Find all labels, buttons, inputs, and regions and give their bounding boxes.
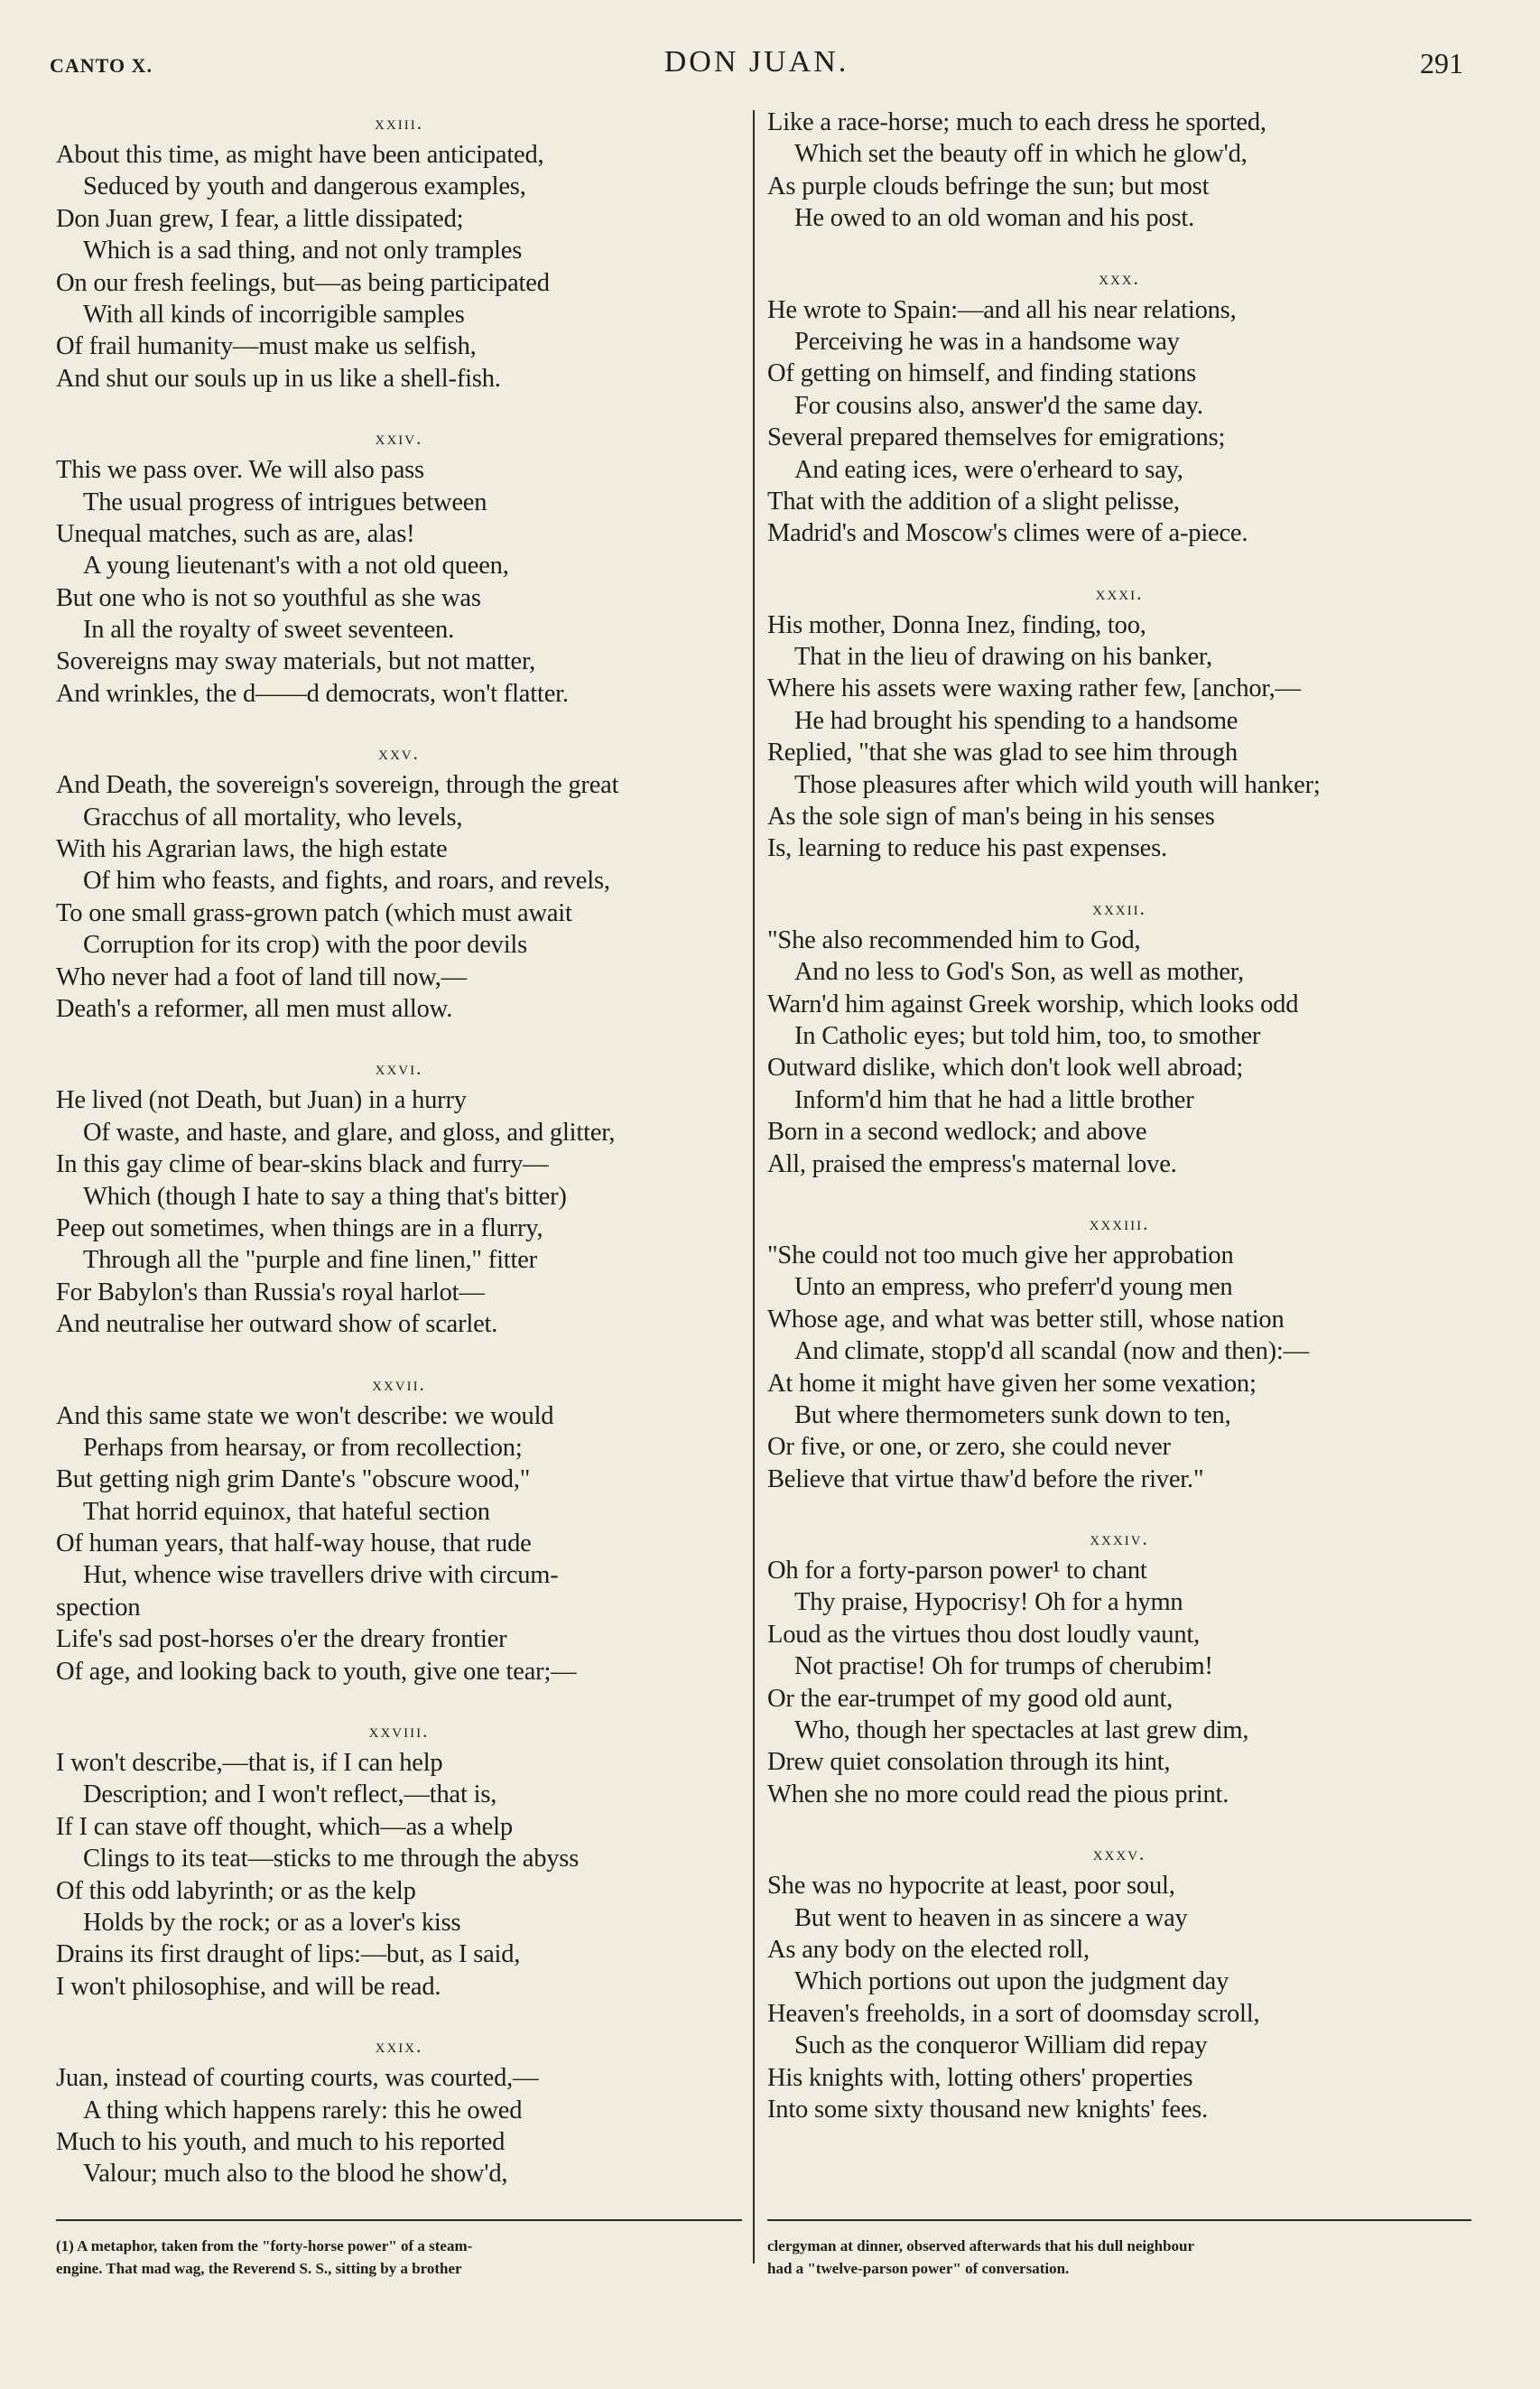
verse-line: In this gay clime of bear-skins black and furry— <box>56 1150 549 1179</box>
right-column <box>767 107 1471 2152</box>
stanza <box>767 1207 1471 1495</box>
verse-line: "She could not too much give her approbation <box>767 1241 1234 1269</box>
stanza-number: xxvii. <box>372 1372 426 1395</box>
verse-line: Peep out sometimes, when things are in a flurry, <box>56 1213 543 1242</box>
verse-line: Several prepared themselves for emigrations; <box>767 423 1226 452</box>
verse-line: For cousins also, answer'd the same day. <box>794 391 1203 420</box>
verse-line: Drains its first draught of lips:—but, as I said, <box>56 1940 521 1969</box>
verse-line: But where thermometers sunk down to ten, <box>794 1400 1231 1429</box>
verse-line: Perhaps from hearsay, or from recollection; <box>83 1433 523 1462</box>
verse-line: Is, learning to reduce his past expenses. <box>767 834 1167 863</box>
verse-line: Of human years, that half-way house, that rude <box>56 1529 532 1558</box>
verse-line: Born in a second wedlock; and above <box>767 1118 1147 1147</box>
verse-line: As the sole sign of man's being in his senses <box>767 803 1215 832</box>
verse-line: A young lieutenant's with a not old queen, <box>83 552 509 581</box>
verse-line: Such as the conqueror William did repay <box>794 2031 1208 2060</box>
stanza-number: xxv. <box>378 742 420 765</box>
verse-line: Clings to its teat—sticks to me through the abyss <box>83 1845 580 1873</box>
verse-line: That in the lieu of drawing on his banker, <box>794 643 1212 672</box>
verse-line: And shut our souls up in us like a shell-fish. <box>56 364 501 393</box>
verse-line: Madrid's and Moscow's climes were of a-piece. <box>767 519 1248 548</box>
verse-line: Valour; much also to the blood he show'd, <box>83 2160 508 2189</box>
verse-line: Outward dislike, which don't look well abroad; <box>767 1054 1244 1083</box>
canto-label: CANTO X. <box>50 54 153 77</box>
verse-line: Through all the "purple and fine linen," fitter <box>83 1246 537 1275</box>
verse-line: Loud as the virtues thou dost loudly vaunt, <box>767 1620 1201 1649</box>
page-title: DON JUAN. <box>663 45 849 79</box>
verse-line: She was no hypocrite at least, poor soul, <box>767 1872 1175 1901</box>
stanza-number: xxiv. <box>375 427 423 450</box>
verse-line: The usual progress of intrigues between <box>83 488 487 516</box>
verse-line: Juan, instead of courting courts, was courted,— <box>56 2064 539 2093</box>
verse-line: Who, though her spectacles at last grew dim, <box>794 1716 1249 1745</box>
footnote-line: had a "twelve-parson power" of conversation. <box>767 2260 1070 2277</box>
verse-line: Which portions out upon the judgment day <box>794 1967 1229 1996</box>
left-column <box>56 107 742 2217</box>
verse-line: Of this odd labyrinth; or as the kelp <box>56 1876 416 1905</box>
verse-line: Where his assets were waxing rather few, [anchor,— <box>767 674 1301 703</box>
verse-line: Seduced by youth and dangerous examples, <box>83 172 526 201</box>
verse-line: Of waste, and haste, and glare, and gloss, and glitter, <box>83 1118 616 1147</box>
verse-line: And neutralise her outward show of scarlet. <box>56 1310 498 1339</box>
verse-line: And no less to God's Son, as well as mother, <box>794 958 1244 987</box>
verse-line: Oh for a forty-parson power¹ to chant <box>767 1557 1147 1585</box>
verse-line: Heaven's freeholds, in a sort of doomsday scroll, <box>767 1999 1260 2028</box>
verse-line: Or the ear-trumpet of my good old aunt, <box>767 1684 1174 1713</box>
page-number: 291 <box>1420 47 1463 79</box>
verse-line: As any body on the elected roll, <box>767 1935 1090 1964</box>
verse-line: That with the addition of a slight pelisse, <box>767 487 1180 516</box>
verse-line: Hut, whence wise travellers drive with circum- <box>83 1561 559 1590</box>
footnote-left <box>56 2235 742 2280</box>
verse-line: Holds by the rock; or as a lover's kiss <box>83 1908 461 1937</box>
verse-line: Of getting on himself, and finding stations <box>767 359 1197 388</box>
verse-line: When she no more could read the pious print. <box>767 1780 1229 1808</box>
stanza-number: xxxi. <box>1095 581 1144 604</box>
stanza <box>767 107 1471 235</box>
verse-line: Which (though I hate to say a thing that's bitter) <box>83 1182 567 1211</box>
verse-line: As purple clouds befringe the sun; but most <box>767 172 1210 200</box>
verse-line: Replied, "that she was glad to see him through <box>767 739 1238 767</box>
verse-line: But getting nigh grim Dante's "obscure wood," <box>56 1465 531 1494</box>
stanza-number: xxix. <box>375 2035 423 2058</box>
column-divider <box>753 110 755 2264</box>
verse-line: Of him who feasts, and fights, and roars, and revels, <box>83 867 610 896</box>
verse-line: For Babylon's than Russia's royal harlot— <box>56 1278 485 1306</box>
verse-line: And Death, the sovereign's sovereign, through the great <box>56 771 619 800</box>
verse-line: In Catholic eyes; but told him, too, to smother <box>794 1021 1261 1050</box>
verse-line: He wrote to Spain:—and all his near relations, <box>767 295 1237 324</box>
verse-line: Unequal matches, such as are, alas! <box>56 519 415 548</box>
verse-line: To one small grass-grown patch (which must await <box>56 898 572 927</box>
verse-line: Death's a reformer, all men must allow. <box>56 994 453 1023</box>
footnote-right <box>767 2235 1471 2280</box>
stanza <box>56 107 742 395</box>
verse-line: A thing which happens rarely: this he owed <box>83 2096 523 2124</box>
stanza <box>56 1368 742 1688</box>
verse-line: Believe that virtue thaw'd before the river." <box>767 1464 1204 1493</box>
stanza-number: xxvi. <box>375 1057 423 1080</box>
verse-line: Those pleasures after which wild youth will hanker; <box>794 770 1321 799</box>
verse-line: I won't describe,—that is, if I can help <box>56 1749 443 1778</box>
verse-line: Life's sad post-horses o'er the dreary frontier <box>56 1625 507 1654</box>
stanza-number: xxx. <box>1099 266 1140 289</box>
stanza <box>767 1837 1471 2125</box>
stanza <box>56 2030 742 2190</box>
verse-line: spection <box>56 1593 141 1622</box>
footnote-rule-right <box>767 2219 1471 2221</box>
verse-line: This we pass over. We will also pass <box>56 456 424 485</box>
stanza <box>767 577 1471 865</box>
verse-line: Like a race-horse; much to each dress he sported, <box>767 108 1266 136</box>
stanza <box>767 892 1471 1180</box>
verse-line: Into some sixty thousand new knights' fees. <box>767 2095 1209 2124</box>
verse-line: Which set the beauty off in which he glow'd, <box>794 140 1248 169</box>
running-head <box>50 45 1463 85</box>
stanza-number: xxiii. <box>375 112 423 134</box>
footnote-line: (1) A metaphor, taken from the "forty-horse power" of a steam- <box>56 2237 473 2254</box>
stanza <box>56 1052 742 1340</box>
verse-line: And wrinkles, the d——d democrats, won't flatter. <box>56 679 569 708</box>
footnote-rule-left <box>56 2219 742 2221</box>
stanza-number: xxxii. <box>1092 897 1146 919</box>
verse-line: Sovereigns may sway materials, but not matter, <box>56 647 536 676</box>
verse-line: Unto an empress, who preferr'd young men <box>794 1273 1233 1302</box>
verse-line: On our fresh feelings, but—as being participated <box>56 268 550 297</box>
verse-line: Which is a sad thing, and not only tramples <box>83 237 523 265</box>
verse-line: Not practise! Oh for trumps of cherubim! <box>794 1652 1213 1681</box>
stanza-number: xxxiv. <box>1090 1528 1149 1550</box>
verse-line: And this same state we won't describe: we would <box>56 1401 554 1430</box>
stanza <box>767 1522 1471 1810</box>
verse-line: He owed to an old woman and his post. <box>794 204 1194 233</box>
verse-line: His knights with, lotting others' properties <box>767 2063 1193 2092</box>
verse-line: And eating ices, were o'erheard to say, <box>794 455 1183 484</box>
verse-line: But went to heaven in as sincere a way <box>794 1903 1188 1932</box>
verse-line: But one who is not so youthful as she was <box>56 583 481 612</box>
verse-line: Drew quiet consolation through its hint, <box>767 1748 1171 1777</box>
verse-line: His mother, Donna Inez, finding, too, <box>767 610 1146 639</box>
verse-line: Or five, or one, or zero, she could never <box>767 1433 1171 1462</box>
stanza <box>56 422 742 710</box>
footnote-line: clergyman at dinner, observed afterwards that his dull neighbour <box>767 2237 1195 2254</box>
verse-line: Don Juan grew, I fear, a little dissipated; <box>56 204 464 233</box>
footnote-line: engine. That mad wag, the Reverend S. S., sitting by a brother <box>56 2260 462 2277</box>
stanza <box>56 1715 742 2003</box>
verse-line: All, praised the empress's maternal love. <box>767 1149 1177 1178</box>
verse-line: About this time, as might have been anticipated, <box>56 141 544 169</box>
verse-line: Description; and I won't reflect,—that is, <box>83 1780 497 1809</box>
verse-line: Whose age, and what was better still, whose nation <box>767 1305 1285 1334</box>
verse-line: With all kinds of incorrigible samples <box>83 300 465 329</box>
stanza-number: xxxv. <box>1092 1843 1146 1865</box>
verse-line: I won't philosophise, and will be read. <box>56 1972 441 2001</box>
verse-line: Of frail humanity—must make us selfish, <box>56 332 477 361</box>
verse-line: Perceiving he was in a handsome way <box>794 327 1180 356</box>
stanza <box>767 262 1471 550</box>
verse-line: Thy praise, Hypocrisy! Oh for a hymn <box>794 1588 1183 1617</box>
verse-line: Of age, and looking back to youth, give one tear;— <box>56 1657 577 1686</box>
stanza-number: xxviii. <box>368 1720 430 1743</box>
stanza <box>56 737 742 1025</box>
verse-line: He lived (not Death, but Juan) in a hurry <box>56 1086 467 1115</box>
verse-line: That horrid equinox, that hateful section <box>83 1497 490 1526</box>
verse-line: At home it might have given her some vexation; <box>767 1369 1257 1398</box>
verse-line: Corruption for its crop) with the poor devils <box>83 931 528 960</box>
verse-line: With his Agrarian laws, the high estate <box>56 835 448 864</box>
verse-line: Inform'd him that he had a little brother <box>794 1085 1194 1114</box>
stanza-number: xxxiii. <box>1089 1212 1150 1234</box>
verse-line: And climate, stopp'd all scandal (now and then):— <box>794 1337 1309 1366</box>
verse-line: Who never had a foot of land till now,— <box>56 962 467 991</box>
verse-line: "She also recommended him to God, <box>767 925 1141 954</box>
verse-line: Warn'd him against Greek worship, which looks odd <box>767 990 1299 1018</box>
verse-line: If I can stave off thought, which—as a whelp <box>56 1812 513 1841</box>
verse-line: Gracchus of all mortality, who levels, <box>83 803 463 832</box>
verse-line: He had brought his spending to a handsome <box>794 706 1238 735</box>
verse-line: Much to his youth, and much to his reported <box>56 2127 506 2156</box>
verse-line: In all the royalty of sweet seventeen. <box>83 616 455 645</box>
